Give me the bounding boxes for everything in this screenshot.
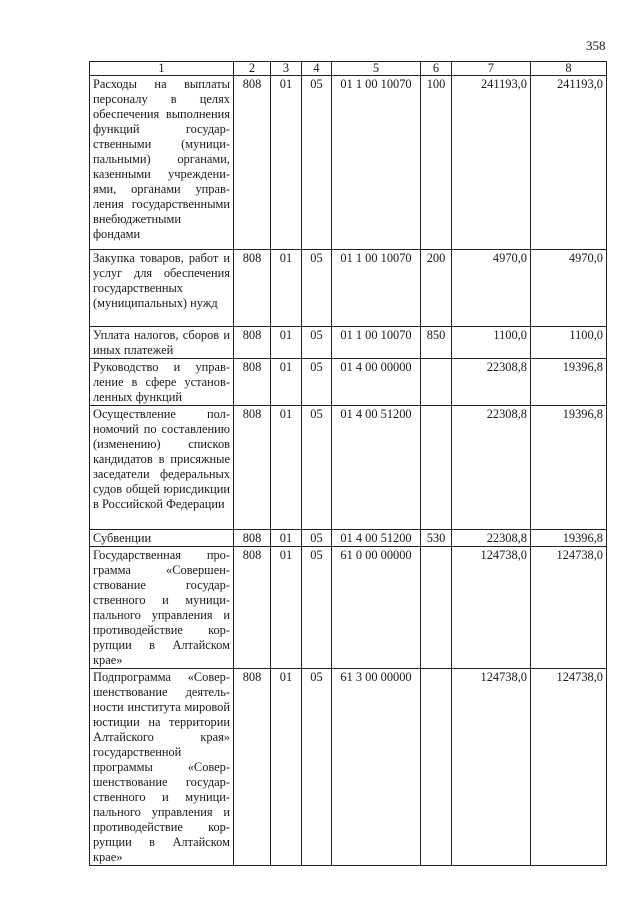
row-sum-year1-cell: 241193,0 <box>452 76 531 250</box>
row-name-cell: Осуществление полномочий по составлению (изменению) списков кандидатов в присяжные заседатели федеральных судов общей юрисдикции в Российской Федерации <box>90 406 234 530</box>
row-expense-type-cell <box>421 406 452 530</box>
table-row <box>90 250 607 327</box>
row-section-cell: 01 <box>271 406 302 530</box>
row-target-article-cell: 01 4 00 51200 <box>332 406 421 530</box>
row-subsection-cell: 05 <box>302 250 332 327</box>
row-section-cell: 01 <box>271 530 302 547</box>
column-header-2: 2 <box>234 62 271 76</box>
row-section-cell: 01 <box>271 250 302 327</box>
row-subsection-cell: 05 <box>302 669 332 866</box>
row-grbs-cell: 808 <box>234 406 271 530</box>
row-subsection-cell: 05 <box>302 530 332 547</box>
table-row <box>90 76 607 250</box>
row-target-article-cell: 01 1 00 10070 <box>332 327 421 359</box>
row-name-cell: Закупка товаров, работ и услуг для обеспечения государственных (муниципальных) нужд <box>90 250 234 327</box>
row-expense-type-cell: 530 <box>421 530 452 547</box>
row-grbs-cell: 808 <box>234 530 271 547</box>
row-sum-year1-cell: 22308,8 <box>452 406 531 530</box>
column-header-7: 7 <box>452 62 531 76</box>
row-target-article-cell: 61 3 00 00000 <box>332 669 421 866</box>
row-name-cell: Руководство и управление в сфере установленных функций <box>90 359 234 406</box>
row-sum-year2-cell: 241193,0 <box>531 76 607 250</box>
column-header-1: 1 <box>90 62 234 76</box>
row-section-cell: 01 <box>271 547 302 669</box>
row-name-cell: Расходы на выплаты персоналу в целях обеспечения выполнения функций государственными (муниципальными) органами, казенными учреждениями, органами управления государственными внебюджетными фондами <box>90 76 234 250</box>
row-sum-year1-cell: 1100,0 <box>452 327 531 359</box>
row-sum-year2-cell: 124738,0 <box>531 669 607 866</box>
row-expense-type-cell <box>421 359 452 406</box>
row-sum-year2-cell: 1100,0 <box>531 327 607 359</box>
row-section-cell: 01 <box>271 327 302 359</box>
row-name-cell: Государственная программа «Совершенствование государственного и муниципального управления и противодействие коррупции в Алтайском крае» <box>90 547 234 669</box>
row-name-cell: Уплата налогов, сборов и иных платежей <box>90 327 234 359</box>
row-grbs-cell: 808 <box>234 547 271 669</box>
budget-table <box>89 61 607 866</box>
row-sum-year2-cell: 19396,8 <box>531 530 607 547</box>
row-expense-type-cell: 100 <box>421 76 452 250</box>
row-sum-year1-cell: 4970,0 <box>452 250 531 327</box>
row-sum-year1-cell: 22308,8 <box>452 530 531 547</box>
row-grbs-cell: 808 <box>234 76 271 250</box>
row-sum-year2-cell: 4970,0 <box>531 250 607 327</box>
row-sum-year1-cell: 22308,8 <box>452 359 531 406</box>
row-subsection-cell: 05 <box>302 406 332 530</box>
row-section-cell: 01 <box>271 76 302 250</box>
row-subsection-cell: 05 <box>302 327 332 359</box>
row-target-article-cell: 01 1 00 10070 <box>332 250 421 327</box>
row-subsection-cell: 05 <box>302 76 332 250</box>
row-expense-type-cell: 200 <box>421 250 452 327</box>
row-grbs-cell: 808 <box>234 359 271 406</box>
row-sum-year2-cell: 19396,8 <box>531 406 607 530</box>
row-target-article-cell: 01 1 00 10070 <box>332 76 421 250</box>
row-target-article-cell: 01 4 00 00000 <box>332 359 421 406</box>
table-row <box>90 359 607 406</box>
page-number: 358 <box>586 38 606 53</box>
row-expense-type-cell <box>421 669 452 866</box>
row-grbs-cell: 808 <box>234 327 271 359</box>
row-subsection-cell: 05 <box>302 547 332 669</box>
column-header-6: 6 <box>421 62 452 76</box>
table-row <box>90 547 607 669</box>
row-subsection-cell: 05 <box>302 359 332 406</box>
row-sum-year2-cell: 124738,0 <box>531 547 607 669</box>
table-row <box>90 327 607 359</box>
row-sum-year1-cell: 124738,0 <box>452 547 531 669</box>
column-header-5: 5 <box>332 62 421 76</box>
table-body <box>90 62 607 866</box>
column-header-8: 8 <box>531 62 607 76</box>
table-header-row <box>90 62 607 76</box>
row-name-cell: Субвенции <box>90 530 234 547</box>
row-grbs-cell: 808 <box>234 250 271 327</box>
row-section-cell: 01 <box>271 359 302 406</box>
row-expense-type-cell: 850 <box>421 327 452 359</box>
row-target-article-cell: 61 0 00 00000 <box>332 547 421 669</box>
row-target-article-cell: 01 4 00 51200 <box>332 530 421 547</box>
row-sum-year2-cell: 19396,8 <box>531 359 607 406</box>
row-expense-type-cell <box>421 547 452 669</box>
row-name-cell: Подпрограмма «Совершенствование деятельности института мировой юстиции на территории Алтайского края» государственной программы «Совершенствование государственного и муниципального управления и противодействие коррупции в Алтайском крае» <box>90 669 234 866</box>
row-sum-year1-cell: 124738,0 <box>452 669 531 866</box>
column-header-4: 4 <box>302 62 332 76</box>
table-row <box>90 530 607 547</box>
table-row <box>90 406 607 530</box>
table-row <box>90 669 607 866</box>
row-grbs-cell: 808 <box>234 669 271 866</box>
column-header-3: 3 <box>271 62 302 76</box>
row-section-cell: 01 <box>271 669 302 866</box>
